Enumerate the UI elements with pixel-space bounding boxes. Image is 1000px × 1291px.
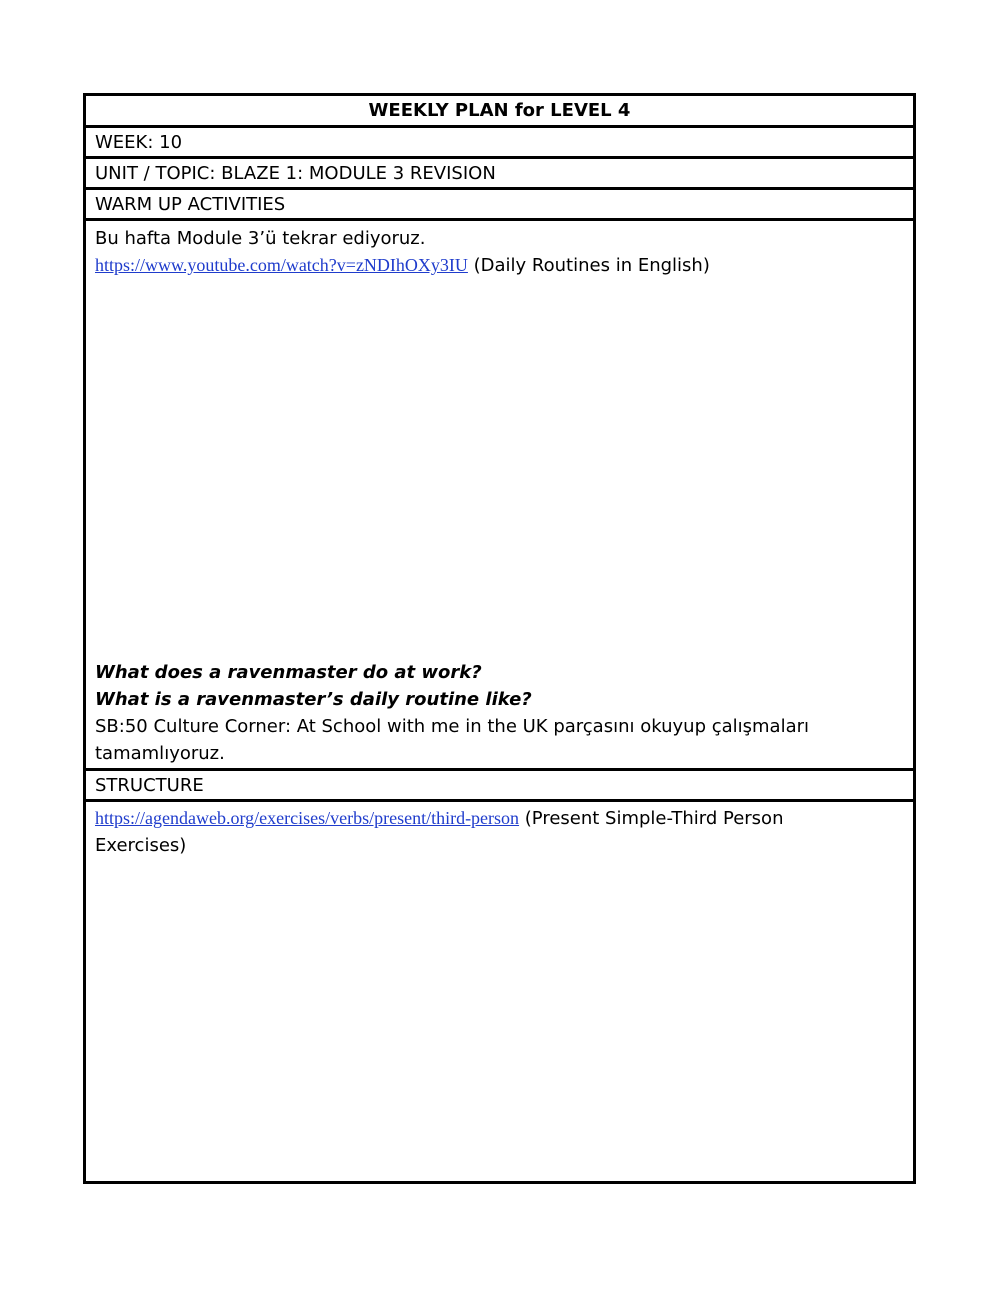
reading-instruction-line-2: tamamlıyoruz. <box>95 743 225 764</box>
unit-topic-row: UNIT / TOPIC: BLAZE 1: MODULE 3 REVISION <box>86 159 913 190</box>
reading-instruction-line-1: SB:50 Culture Corner: At School with me in the UK parçasını okuyup çalışmaları <box>95 716 810 737</box>
empty-space <box>95 279 904 659</box>
structure-content <box>86 802 913 1181</box>
structure-heading: STRUCTURE <box>86 771 913 802</box>
question-ravenmaster-work: What does a ravenmaster do at work? <box>95 662 482 683</box>
exercise-caption-continued: Exercises) <box>95 835 187 856</box>
exercise-line <box>95 805 904 832</box>
video-line <box>95 252 904 279</box>
plan-title: WEEKLY PLAN for LEVEL 4 <box>86 96 913 128</box>
video-caption: (Daily Routines in English) <box>467 255 710 276</box>
exercise-caption: (Present Simple-Third Person <box>519 808 784 829</box>
warm-up-content <box>86 221 913 771</box>
warm-up-intro: Bu hafta Module 3’ü tekrar ediyoruz. <box>95 228 426 249</box>
agendaweb-exercise-link[interactable]: https://agendaweb.org/exercises/verbs/present/third-person <box>95 808 520 828</box>
week-row: WEEK: 10 <box>86 128 913 159</box>
weekly-plan-table <box>83 93 916 1184</box>
question-ravenmaster-routine: What is a ravenmaster’s daily routine like? <box>95 689 532 710</box>
warm-up-heading: WARM UP ACTIVITIES <box>86 190 913 221</box>
youtube-video-link[interactable]: https://www.youtube.com/watch?v=zNDIhOXy3IU <box>95 255 468 275</box>
